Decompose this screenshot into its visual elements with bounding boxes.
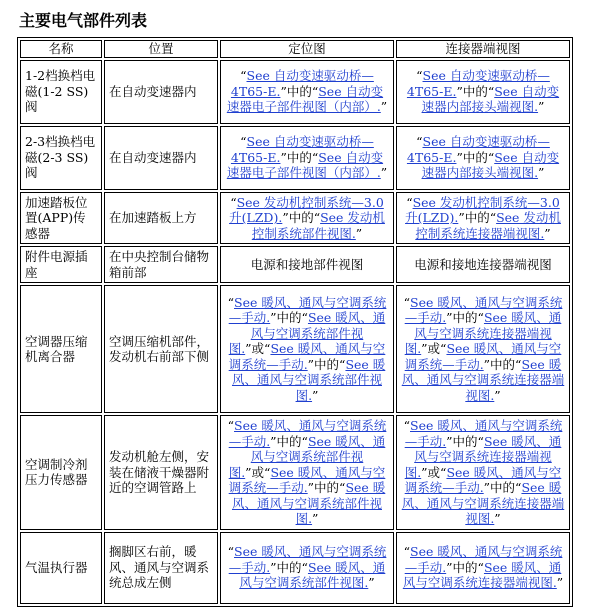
reference-text: ”中的“ bbox=[270, 433, 308, 449]
reference-text: ”或“ bbox=[245, 341, 271, 357]
reference-link[interactable]: See 暖风、通风与空调系统部件视图. bbox=[228, 433, 386, 480]
table-row bbox=[20, 126, 570, 190]
component-name: 气温执行器 bbox=[20, 532, 102, 604]
locator-view-cell bbox=[220, 60, 394, 124]
locator-view-cell bbox=[220, 246, 394, 283]
component-location: 在自动变速器内 bbox=[104, 60, 218, 124]
reference-text: ”中的“ bbox=[446, 310, 484, 326]
reference-text: ” bbox=[380, 99, 388, 115]
reference-text: “ bbox=[406, 194, 413, 210]
reference-text: ” bbox=[368, 575, 375, 591]
reference-link[interactable]: See 暖风、通风与空调系统连接器端视图. bbox=[402, 559, 562, 591]
reference-link[interactable]: See 自动变速驱动桥—4T65-E. bbox=[406, 134, 550, 165]
reference-link[interactable]: See 自动变速驱动桥—4T65-E. bbox=[230, 68, 374, 99]
reference-text: ” bbox=[312, 387, 319, 403]
table-header-row bbox=[20, 40, 570, 58]
header-name: 名称 bbox=[20, 40, 102, 58]
reference-text: “ bbox=[416, 134, 423, 150]
reference-text: ” bbox=[355, 225, 363, 241]
reference-text: ”中的“ bbox=[483, 480, 522, 495]
component-location: 在加速踏板上方 bbox=[104, 192, 218, 245]
reference-text: ” bbox=[494, 387, 501, 403]
reference-text: ”中的“ bbox=[270, 310, 308, 326]
reference-link[interactable]: See 发动机控制系统—3.0升(LZD). bbox=[405, 194, 560, 225]
reference-link[interactable]: See 自动变速驱动桥—4T65-E. bbox=[230, 134, 374, 165]
connector-view-cell bbox=[396, 126, 570, 190]
reference-text: ”中的“ bbox=[456, 83, 495, 99]
reference-text: “ bbox=[403, 544, 411, 560]
connector-view-cell bbox=[396, 192, 570, 245]
header-connector-view: 连接器端视图 bbox=[396, 40, 570, 58]
reference-link[interactable]: See 暖风、通风与空调系统部件视图. bbox=[228, 310, 386, 357]
reference-text: ”中的“ bbox=[483, 356, 522, 372]
reference-link[interactable]: See 暖风、通风与空调系统—手动. bbox=[228, 544, 387, 575]
component-name: 1-2档换档电磁(1-2 SS)阀 bbox=[20, 60, 102, 124]
reference-text: ”中的“ bbox=[280, 149, 319, 165]
component-name: 空调器压缩机离合器 bbox=[20, 285, 102, 413]
table-row bbox=[20, 532, 570, 604]
reference-link[interactable]: See 发动机控制系统部件视图. bbox=[251, 210, 385, 241]
page-title: 主要电气部件列表 bbox=[19, 11, 148, 30]
reference-link[interactable]: See 自动变速器电子部件视图（内部）. bbox=[226, 149, 384, 181]
connector-view-cell bbox=[396, 60, 570, 124]
header-location: 位置 bbox=[104, 40, 218, 58]
reference-text: “ bbox=[403, 294, 411, 310]
reference-link[interactable]: See 自动变速驱动桥—4T65-E. bbox=[406, 68, 550, 99]
reference-link[interactable]: See 自动变速器电子部件视图（内部）. bbox=[226, 83, 384, 115]
reference-link[interactable]: See 暖风、通风与空调系统—手动. bbox=[228, 294, 387, 326]
reference-text: ”或“ bbox=[245, 464, 271, 480]
reference-link[interactable]: See 发动机控制系统连接器端视图. bbox=[415, 210, 561, 241]
reference-text: “ bbox=[240, 134, 247, 150]
reference-text: “ bbox=[403, 418, 411, 433]
table-row bbox=[20, 285, 570, 413]
reference-text: ”中的“ bbox=[307, 480, 346, 495]
reference-text: 电源和接地部件视图 bbox=[250, 256, 364, 272]
connector-view-cell bbox=[396, 246, 570, 283]
reference-text: “ bbox=[227, 544, 235, 560]
reference-text: ” bbox=[312, 511, 319, 526]
reference-text: ”中的“ bbox=[270, 559, 308, 575]
component-location: 搁脚区右前，暖风、通风与空调系统总成左侧 bbox=[104, 532, 218, 604]
reference-link[interactable]: See 自动变速器内部接头端视图. bbox=[421, 149, 560, 181]
component-name: 加速踏板位置(APP)传感器 bbox=[20, 192, 102, 245]
component-name: 2-3档换档电磁(2-3 SS)阀 bbox=[20, 126, 102, 190]
reference-text: ”中的“ bbox=[446, 433, 484, 449]
reference-text: 电源和接地连接器端视图 bbox=[414, 256, 552, 272]
reference-text: ” bbox=[494, 511, 501, 526]
reference-link[interactable]: See 暖风、通风与空调系统连接器端视图. bbox=[404, 310, 562, 357]
reference-text: ” bbox=[538, 99, 545, 115]
reference-text: “ bbox=[230, 194, 237, 210]
table-row bbox=[20, 192, 570, 245]
connector-view-cell bbox=[396, 532, 570, 604]
component-location: 在中央控制台储物箱前部 bbox=[104, 246, 218, 283]
component-location: 在自动变速器内 bbox=[104, 126, 218, 190]
reference-text: ” bbox=[544, 225, 551, 241]
reference-link[interactable]: See 暖风、通风与空调系统连接器端视图. bbox=[404, 433, 562, 480]
reference-link[interactable]: See 暖风、通风与空调系统—手动. bbox=[228, 341, 386, 372]
reference-link[interactable]: See 暖风、通风与空调系统连接器端视图. bbox=[401, 356, 565, 403]
table-row bbox=[20, 415, 570, 530]
table-row bbox=[20, 246, 570, 283]
reference-link[interactable]: See 暖风、通风与空调系统—手动. bbox=[404, 341, 562, 372]
reference-text: “ bbox=[416, 68, 423, 84]
reference-text: “ bbox=[227, 294, 235, 310]
locator-view-cell bbox=[220, 192, 394, 245]
component-table bbox=[17, 37, 573, 607]
reference-link[interactable]: See 暖风、通风与空调系统—手动. bbox=[404, 464, 562, 495]
reference-text: “ bbox=[227, 418, 235, 433]
reference-text: ”中的“ bbox=[282, 210, 321, 225]
connector-view-cell bbox=[396, 415, 570, 530]
reference-text: ” bbox=[538, 165, 545, 181]
locator-view-cell bbox=[220, 415, 394, 530]
locator-view-cell bbox=[220, 126, 394, 190]
reference-text: “ bbox=[240, 68, 247, 84]
reference-text: ” bbox=[380, 165, 388, 181]
reference-text: ”中的“ bbox=[446, 559, 484, 575]
reference-link[interactable]: See 自动变速器内部接头端视图. bbox=[421, 83, 560, 115]
locator-view-cell bbox=[220, 285, 394, 413]
reference-link[interactable]: See 暖风、通风与空调系统—手动. bbox=[228, 418, 387, 449]
locator-view-cell bbox=[220, 532, 394, 604]
header-locator-view: 定位图 bbox=[220, 40, 394, 58]
reference-link[interactable]: See 暖风、通风与空调系统连接器端视图. bbox=[401, 480, 565, 526]
table-row bbox=[20, 60, 570, 124]
reference-text: ”或“ bbox=[421, 341, 447, 357]
reference-text: ”中的“ bbox=[458, 210, 497, 225]
reference-text: ” bbox=[556, 575, 564, 591]
reference-link[interactable]: See 暖风、通风与空调系统部件视图. bbox=[239, 559, 386, 591]
connector-view-cell bbox=[396, 285, 570, 413]
reference-link[interactable]: See 暖风、通风与空调系统—手动. bbox=[404, 418, 563, 449]
reference-link[interactable]: See 暖风、通风与空调系统—手动. bbox=[404, 544, 563, 575]
reference-text: ”中的“ bbox=[307, 356, 346, 372]
reference-link[interactable]: See 暖风、通风与空调系统—手动. bbox=[404, 294, 563, 326]
component-name: 空调制冷剂压力传感器 bbox=[20, 415, 102, 530]
reference-text: ”中的“ bbox=[456, 149, 495, 165]
reference-link[interactable]: See 暖风、通风与空调系统部件视图. bbox=[231, 356, 386, 403]
reference-text: ”中的“ bbox=[280, 83, 319, 99]
reference-link[interactable]: See 暖风、通风与空调系统—手动. bbox=[228, 464, 386, 495]
reference-link[interactable]: See 发动机控制系统—3.0升(LZD). bbox=[229, 194, 384, 225]
component-location: 空调压缩机部件，发动机右前部下侧 bbox=[104, 285, 218, 413]
component-name: 附件电源插座 bbox=[20, 246, 102, 283]
reference-link[interactable]: See 暖风、通风与空调系统部件视图. bbox=[231, 480, 386, 526]
reference-text: ”或“ bbox=[421, 464, 447, 480]
component-location: 发动机舱左侧，安装在储液干燥器附近的空调管路上 bbox=[104, 415, 218, 530]
